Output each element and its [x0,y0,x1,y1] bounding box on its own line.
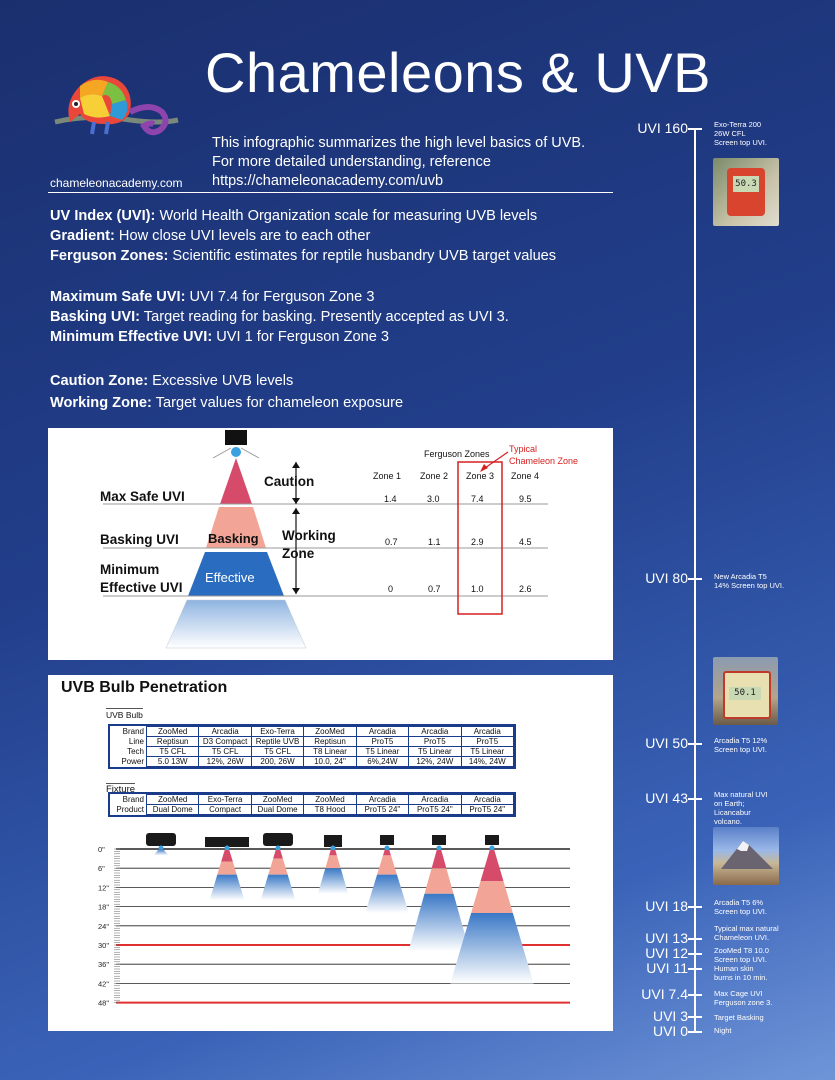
uvi-label: UVI 80 [645,570,688,586]
bulb-penetration-panel [48,675,613,1031]
definition-gradient: Gradient: How close UVI levels are to each other [50,228,371,244]
bulb-table-caption: UVB Bulb [106,710,143,720]
bulb-table-cell: Reptile UVB [251,737,303,747]
fixture-table-cell: Arcadia [461,795,513,805]
definition-working-zone: Working Zone: Target values for chameleon exposure [50,395,404,411]
fixture-table-cell: Compact [199,805,251,815]
caution-zone-shape [220,458,252,504]
fixture-table-cell: Dual Dome [251,805,303,815]
uvi-note-line: Chameleon UVI. [714,933,770,942]
uvi-tick [688,128,702,130]
uvi-note-line: Typical max natural [714,924,779,933]
uvi-label: UVI 18 [645,898,688,914]
uvi-note [714,120,804,147]
beam-basking-band [377,855,397,874]
uvi-tick [688,906,702,908]
zone-value: 1.1 [428,537,441,547]
bulb-table-cell: T5 CFL [251,747,303,757]
bulb-table-cell: 14%, 24W [461,757,513,767]
uvi-note [714,898,804,916]
bulb-table-cell: Reptisun [304,737,356,747]
bulb-table-cell: T5 CFL [147,747,199,757]
zone-value: 4.5 [519,537,532,547]
row-label-effective: Effective UVI [100,580,183,595]
typical-label: Chameleon Zone [509,456,579,466]
row-label-minimum: Minimum [100,562,160,577]
zone-header: Zone 4 [511,471,540,481]
uvi-note-line: Max natural UVI [714,790,768,799]
uvi-label: UVI 7.4 [641,986,688,1002]
beam-caution-band [221,850,233,862]
uvi-label: UVI 12 [645,945,688,961]
lamp-fixture-icon [225,430,247,445]
beam-caution-band [329,850,337,855]
beam-caution-band [383,850,391,855]
uvi-note-line: Max Cage UVI [714,989,763,998]
zone-header: Zone 3 [466,471,495,481]
uvi-note [714,1026,804,1035]
bulb-dot [490,846,495,851]
bulb-table-cell: 200, 26W [251,757,303,767]
beam-effective-band [365,875,409,913]
fixture-table-cell: Exo-Terra [199,795,251,805]
bulb-table-cell: ProT5 [461,737,513,747]
uvi-label: UVI 3 [652,1008,688,1024]
fixture-icon [324,835,342,847]
bulb-table-header: Power [110,757,147,767]
bulb-dot [225,846,230,851]
uvi-note-line: burns in 10 min. [714,973,768,982]
uvi-note-line: Ferguson zone 3. [714,998,773,1007]
uvi-note-line: Licancabur [714,808,751,817]
uvi-tick [688,798,702,800]
fixture-table-caption: Fixture [106,784,136,795]
depth-label: 30" [98,941,110,950]
bulb-table-cell: Arcadia [199,727,251,737]
beam-basking-band [471,881,513,913]
uvi-note [714,946,804,964]
volcano-photo [713,827,779,885]
zone-header: Zone 2 [420,471,449,481]
zone-value: 9.5 [519,494,532,504]
bulb-dot [437,846,442,851]
fixture-table-cell: ZooMed [251,795,303,805]
beam-basking-band [268,859,287,875]
uvi-label: UVI 13 [645,930,688,946]
uvi-note-line: Exo-Terra 200 [714,120,762,129]
fixture-icon [485,835,499,845]
depth-label: 48" [98,998,110,1008]
bulb-table-cell: 12%, 26W [199,757,251,767]
uvi-note-line: Screen top UVI. [714,745,767,754]
bulb-table-header: Line [110,737,147,747]
uvi-note-line: Night [714,1026,732,1035]
bulb-table-cell: ZooMed [147,727,199,737]
uvi-note [714,924,804,942]
uvi-note-line: volcano. [714,817,742,826]
zone-header: Zone 1 [373,471,402,481]
row-label-max-safe: Max Safe UVI [100,489,185,504]
bulb-table-cell: Reptisun [147,737,199,747]
fixture-table-cell: Dual Dome [147,805,199,815]
zone-value: 1.0 [471,584,484,594]
fixture-table-header: Brand [110,795,147,805]
bulb-table-cell: T5 Linear [461,747,513,757]
uvi-tick [688,743,702,745]
definition-uv-index: UV Index (UVI): World Health Organization scale for measuring UVB levels [50,208,538,224]
zone-value: 1.4 [384,494,397,504]
beam-effective-band [261,875,296,901]
fixture-icon [146,833,176,846]
uvi-note-line: ZooMed T8 10.0 [714,946,769,955]
definitions-group [50,370,403,414]
beam-basking-band [325,855,340,868]
header-divider [48,192,613,193]
uvi-note-line: Arcadia T5 6% [714,898,764,907]
fixture-table-cell: ProT5 24" [409,805,461,815]
uvi-note-line: on Earth; [714,799,745,808]
basking-label: Basking [208,531,259,546]
lamp-bulb-icon [231,447,241,457]
beam-effective-band [318,868,348,894]
intro-line: This infographic summarizes the high level basics of UVB. [212,135,586,151]
effective-label: Effective [205,570,255,585]
bulb-table-cell: T5 Linear [409,747,461,757]
uvi-note [714,736,804,754]
fixture-table-cell: ZooMed [147,795,199,805]
bulb-table-cell: 12%, 24W [409,757,461,767]
bulb-table-cell: 5.0 13W [147,757,199,767]
intro-text [212,134,622,191]
uvi-tick [688,1031,702,1033]
fixture-icon [432,835,446,845]
uvi-note-line: Target Basking [714,1013,764,1022]
bulb-dot [385,846,390,851]
beam-caution-band [273,850,283,859]
beam-effective-band [408,894,469,952]
bulb-table-cell: ProT5 [356,737,408,747]
uvi-note-line: 14% Screen top UVI. [714,581,785,590]
bulb-dot [331,846,336,851]
bulb-table-header: Brand [110,727,147,737]
caution-label: Caution [264,474,315,489]
bulb-table-cell: Arcadia [461,727,513,737]
ferguson-zones-diagram [48,428,613,660]
uvi-note-line: Arcadia T5 12% [714,736,768,745]
depth-label: 0" [98,845,105,854]
zone-value: 7.4 [471,494,484,504]
zone-value: 0 [388,584,394,594]
typical-label: Typical [509,444,538,454]
beam-basking-band [424,868,453,894]
zone-value: 0.7 [385,537,398,547]
bulb-panel-title: UVB Bulb Penetration [61,679,228,696]
fixture-table-cell: ZooMed [304,795,356,805]
uvi-tick [688,938,702,940]
depth-label: 18" [98,902,110,912]
uvi-note [714,1013,804,1022]
zone-value: 0.7 [428,584,441,594]
definitions-group [50,287,509,347]
bulb-table-cell: T8 Linear [304,747,356,757]
depth-label: 24" [98,921,110,931]
uvi-note-line: New Arcadia T5 [714,572,767,581]
fixture-icon [380,835,394,845]
fade-zone-shape [166,600,306,648]
bulb-table-cell: ProT5 [409,737,461,747]
definition-basking: Basking UVI: Target reading for basking. Presently accepted as UVI 3. [50,309,509,325]
bulb-table-cell: 10.0, 24" [304,757,356,767]
bulb-table-cell: T5 CFL [199,747,251,757]
bulb-table-cell: T5 Linear [356,747,408,757]
bulb-table-cell: Exo-Terra [251,727,303,737]
uvi-label: UVI 43 [645,790,688,806]
bulb-table-cell: Arcadia [409,727,461,737]
uvi-label: UVI 160 [637,120,688,136]
beam-caution-band [432,850,447,868]
definition-min-effective: Minimum Effective UVI: UVI 1 for Ferguson Zone 3 [50,329,390,345]
uvi-note-line: Screen top UVI. [714,955,767,964]
uvi-tick [688,578,702,580]
uvi-label: UVI 50 [645,735,688,751]
definition-max-safe: Maximum Safe UVI: UVI 7.4 for Ferguson Zone 3 [50,289,375,305]
fixture-table-header: Product [110,805,147,815]
uvi-note [714,572,804,590]
uvi-scale-line [694,128,696,1031]
bulb-dot [276,846,281,851]
beam-basking-band [217,862,236,875]
bulb-table-cell: D3 Compact [199,737,251,747]
fixture-table-cell: ProT5 24" [461,805,513,815]
definitions-group [50,206,556,266]
uvi-tick [688,968,702,970]
beam-effective-band [210,875,245,901]
fixture-table-cell: Arcadia [409,795,461,805]
site-url[interactable]: chameleonacademy.com [50,176,183,190]
fixture-table-cell: Arcadia [356,795,408,805]
bulb-table-header: Tech [110,747,147,757]
zone-value: 2.6 [519,584,532,594]
uvi-label: UVI 0 [652,1023,688,1039]
bulb-table-cell: ZooMed [304,727,356,737]
zone-value: 2.9 [471,537,484,547]
uvi-note-line: 26W CFL [714,129,746,138]
row-label-basking: Basking UVI [100,532,179,547]
uvi-tick [688,1016,702,1018]
uvi-tick [688,953,702,955]
uvi-label: UVI 11 [646,960,688,976]
zone-value: 3.0 [427,494,440,504]
fixture-table-cell: T8 Hood [304,805,356,815]
depth-label: 36" [98,960,110,970]
uvi-note-line: Screen top UVI. [714,907,767,916]
uvi-note [714,790,804,826]
ferguson-header: Ferguson Zones [424,449,490,459]
fixture-icon [263,833,293,846]
beam-effective-band [154,849,169,855]
meter-reading: 50.1 [729,687,761,700]
uvi-note-line: Human skin [714,964,754,973]
depth-label: 42" [98,979,110,989]
uv-meter-photo [713,657,778,725]
working-label: Zone [282,546,315,561]
intro-link[interactable]: https://chameleonacademy.com/uvb [212,173,444,189]
definition-caution-zone: Caution Zone: Excessive UVB levels [50,373,294,389]
page-title: Chameleons & UVB [205,41,712,104]
working-label: Working [282,528,336,543]
depth-label: 12" [98,883,110,893]
intro-line: For more detailed understanding, reference [212,154,491,170]
beam-effective-band [450,913,533,983]
uvi-note [714,989,804,1007]
uv-meter-photo [713,158,779,226]
beam-caution-band [481,850,504,881]
uvi-note-line: Screen top UVI. [714,138,767,147]
definition-ferguson-zones: Ferguson Zones: Scientific estimates for reptile husbandry UVB target values [50,248,557,264]
uvi-note [714,964,804,982]
uvi-tick [688,994,702,996]
depth-label: 6" [98,864,105,874]
penetration-chart [48,675,613,1031]
bulb-table-cell: 6%,24W [356,757,408,767]
bulb-table-cell: Arcadia [356,727,408,737]
meter-reading: 50.3 [733,176,759,192]
fixture-table-cell: ProT5 24" [356,805,408,815]
chameleon-logo [50,62,180,152]
